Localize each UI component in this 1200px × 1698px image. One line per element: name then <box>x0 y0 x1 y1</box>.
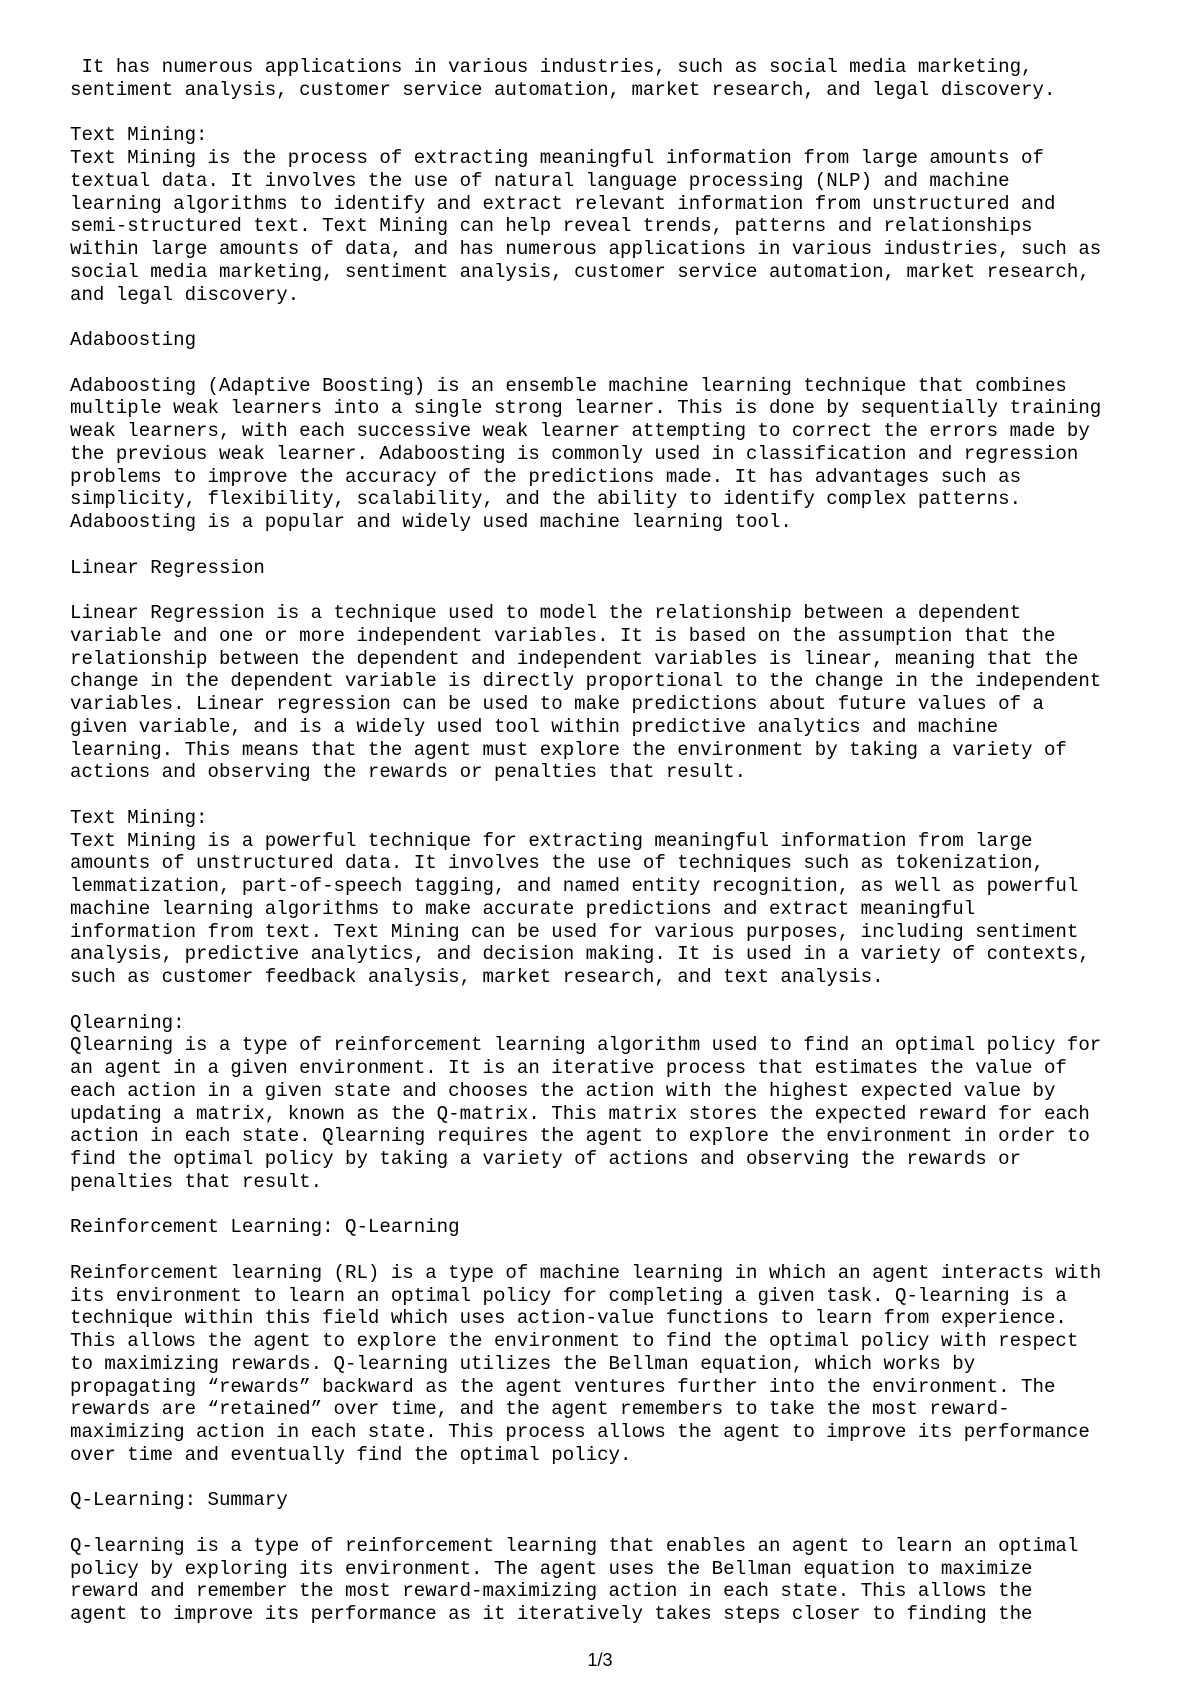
document-body-text: It has numerous applications in various industries, such as social media marketing, sentiment analysis, customer service automation, market research, and legal discovery. Text Mining: Text Mining is the process of extracting meaningful information from large amounts of textual data. It involves the use of natural language processing (NLP) and machine learning algorithms to identify and extract relevant information from unstructured and semi-structured text. Text Mining can help reveal trends, patterns and relationships within large amounts of data, and has numerous applications in various industries, such as social media marketing, sentiment analysis, customer service automation, market research, and legal discovery. Adaboosting Adaboosting (Adaptive Boosting) is an ensemble machine learning technique that combines multiple weak learners into a single strong learner. This is done by sequentially training weak learners, with each successive weak learner attempting to correct the errors made by the previous weak learner. Adaboosting is commonly used in classification and regression problems to improve the accuracy of the predictions made. It has advantages such as simplicity, flexibility, scalability, and the ability to identify complex patterns. Adaboosting is a popular and widely used machine learning tool. Linear Regression Linear Regression is a technique used to model the relationship between a dependent variable and one or more independent variables. It is based on the assumption that the relationship between the dependent and independent variables is linear, meaning that the change in the dependent variable is directly proportional to the change in the independent variables. Linear regression can be used to make predictions about future values of a given variable, and is a widely used tool within predictive analytics and machine learning. This means that the agent must explore the environment by taking a variety of actions and observing the rewards or penalties that result. Text Mining: Text Mining is a powerful technique for extracting meaningful information from large amounts of unstructured data. It involves the use of techniques such as tokenization, lemmatization, part-of-speech tagging, and named entity recognition, as well as powerful machine learning algorithms to make accurate predictions and extract meaningful information from text. Text Mining can be used for various purposes, including sentiment analysis, predictive analytics, and decision making. It is used in a variety of contexts, such as customer feedback analysis, market research, and text analysis. Qlearning: Qlearning is a type of reinforcement learning algorithm used to find an optimal policy for an agent in a given environment. It is an iterative process that estimates the value of each action in a given state and chooses the action with the highest expected value by updating a matrix, known as the Q-matrix. This matrix stores the expected reward for each action in each state. Qlearning requires the agent to explore the environment in order to find the optimal policy by taking a variety of actions and observing the rewards or penalties that result. Reinforcement Learning: Q-Learning Reinforcement learning (RL) is a type of machine learning in which an agent interacts with its environment to learn an optimal policy for completing a given task. Q-learning is a technique within this field which uses action-value functions to learn from experience. This allows the agent to explore the environment to find the optimal policy with respect to maximizing rewards. Q-learning utilizes the Bellman equation, which works by propagating “rewards” backward as the agent ventures further into the environment. The rewards are “retained” over time, and the agent remembers to take the most reward- maximizing action in each state. This process allows the agent to improve its performance over time and eventually find the optimal policy. Q-Learning: Summary Q-learning is a type of reinforcement learning that enables an agent to learn an optimal policy by exploring its environment. The agent uses the Bellman equation to maximize reward and remember the most reward-maximizing action in each state. This allows the agent to improve its performance as it iteratively takes steps closer to finding the <box>70 56 1102 1625</box>
page-number: 1/3 <box>587 1650 613 1670</box>
